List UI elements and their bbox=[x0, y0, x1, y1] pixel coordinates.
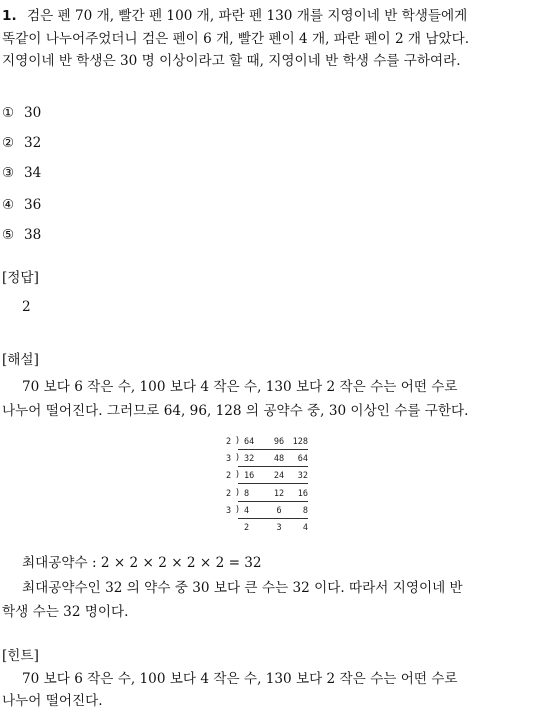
division-cell: 64 bbox=[297, 454, 308, 465]
division-bracket: ) bbox=[235, 504, 241, 515]
choice-mark: ④ bbox=[2, 197, 15, 213]
choice-value: 38 bbox=[24, 227, 42, 243]
division-bracket: ) bbox=[235, 436, 241, 446]
choice-value: 34 bbox=[24, 165, 42, 181]
division-cell: 4 bbox=[244, 505, 250, 516]
divisor: 2 bbox=[226, 471, 232, 482]
choice-5[interactable] bbox=[2, 225, 41, 245]
divisor: 2 bbox=[226, 437, 232, 447]
division-cell: 6 bbox=[276, 505, 282, 516]
division-cell: 3 bbox=[276, 522, 282, 533]
explanation-text-1: 70 보다 6 작은 수, 100 보다 4 작은 수, 130 보다 2 작은 수는 어떤 수로 bbox=[22, 379, 458, 395]
hint-text-1: 70 보다 6 작은 수, 100 보다 4 작은 수, 130 보다 2 작은 수는 어떤 수로 bbox=[22, 671, 458, 687]
choice-mark: ⑤ bbox=[2, 227, 15, 243]
explanation-heading: [해설] bbox=[2, 352, 39, 368]
division-cell: 32 bbox=[297, 471, 308, 482]
choice-mark: ③ bbox=[2, 165, 15, 181]
answer-value: 2 bbox=[22, 299, 31, 315]
choice-mark: ① bbox=[2, 105, 15, 121]
hint-heading: [힌트] bbox=[2, 648, 39, 664]
division-cell: 32 bbox=[244, 454, 255, 465]
division-cell: 8 bbox=[302, 505, 308, 516]
division-cell: 48 bbox=[273, 454, 285, 465]
division-cell: 16 bbox=[244, 471, 255, 482]
question-text-3: 지영이네 반 학생은 30 명 이상이라고 할 때, 지영이네 반 학생 수를 구하여라. bbox=[2, 53, 461, 69]
division-underline bbox=[238, 449, 308, 450]
question-line-1 bbox=[2, 4, 467, 28]
explanation-conclusion-2: 학생 수는 32 명이다. bbox=[2, 604, 129, 620]
explanation-text-2: 나누어 떨어진다. 그러므로 64, 96, 128 의 공약수 중, 30 이상인 수를 구한다. bbox=[2, 403, 469, 419]
division-cell: 96 bbox=[273, 437, 285, 447]
choice-3[interactable] bbox=[2, 163, 41, 183]
divisor: 3 bbox=[226, 505, 232, 516]
divisor: 2 bbox=[226, 488, 232, 499]
division-underline bbox=[238, 483, 308, 484]
question-text-2: 똑같이 나누어주었더니 검은 펜이 6 개, 빨간 펜이 4 개, 파란 펜이 2 개 남았다. bbox=[2, 31, 470, 47]
hint-text-2: 나누어 떨어진다. bbox=[2, 693, 103, 709]
division-cell: 12 bbox=[273, 488, 285, 499]
choice-value: 32 bbox=[24, 135, 42, 151]
question-number: 1. bbox=[2, 8, 17, 24]
division-bracket: ) bbox=[235, 470, 241, 481]
division-bracket: ) bbox=[235, 453, 241, 464]
division-cell: 64 bbox=[244, 437, 255, 447]
question-text-1: 검은 펜 70 개, 빨간 펜 100 개, 파란 펜 130 개를 지영이네 반 학생들에게 bbox=[26, 8, 468, 24]
division-cell: 4 bbox=[302, 522, 308, 533]
gcd-line: 최대공약수 : 2 × 2 × 2 × 2 × 2 = 32 bbox=[22, 555, 262, 571]
division-cell: 2 bbox=[244, 522, 250, 533]
division-cell: 8 bbox=[244, 488, 250, 499]
divisor: 3 bbox=[226, 454, 232, 465]
explanation-conclusion-1: 최대공약수인 32 의 약수 중 30 보다 큰 수는 32 이다. 따라서 지영이네 반 bbox=[22, 580, 463, 596]
division-underline bbox=[238, 501, 308, 502]
division-bracket: ) bbox=[235, 487, 241, 498]
choice-2[interactable] bbox=[2, 133, 41, 153]
division-cell: 24 bbox=[273, 471, 285, 482]
choice-1[interactable] bbox=[2, 103, 41, 123]
choice-4[interactable] bbox=[2, 195, 41, 215]
choice-value: 30 bbox=[24, 105, 42, 121]
choice-mark: ② bbox=[2, 135, 15, 151]
choice-value: 36 bbox=[24, 197, 42, 213]
division-underline bbox=[238, 518, 308, 519]
division-cell: 16 bbox=[297, 488, 308, 499]
answer-heading: [정답] bbox=[2, 270, 39, 286]
division-cell: 128 bbox=[292, 437, 308, 447]
division-underline bbox=[238, 466, 308, 467]
